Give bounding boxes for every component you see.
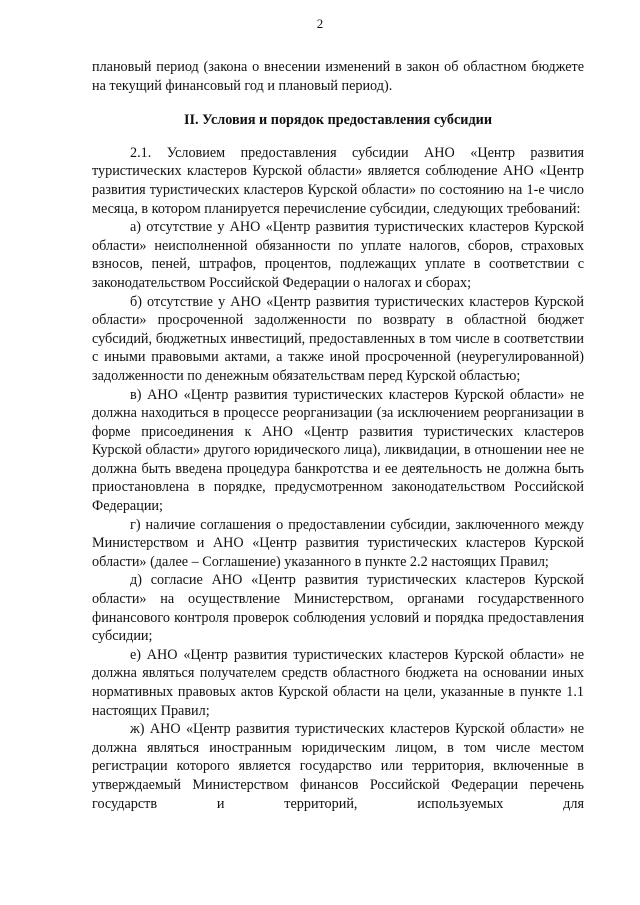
list-item-d: д) согласие АНО «Центр развития туристических кластеров Курской области» на осуществление Министерством, органами государственного финансового контроля проверок соблюдения условий и порядка предоставления субсидии; <box>92 572 584 645</box>
list-item-e: е) АНО «Центр развития туристических кластеров Курской области» не должна являться получателем средств областного бюджета на основании иных нормативных правовых актов Курской области на цели, указанные в пункте 1.1 настоящих Правил; <box>92 646 584 719</box>
page-number: 2 <box>316 16 324 31</box>
list-item-a: а) отсутствие у АНО «Центр развития туристических кластеров Курской области» неисполненной обязанности по уплате налогов, сборов, страховых взносов, пеней, штрафов, процентов, подлежащих уплате в соответствии с законодательством Российской Федерации о налогах и сборах; <box>92 219 584 291</box>
list-item-b: б) отсутствие у АНО «Центр развития туристических кластеров Курской области» просроченной задолженности по возврату в областной бюджет субсидий, бюджетных инвестиций, предоставленных в том числе в соответствии с иными правовыми актами, а также иной просроченной (неурегулированной) задолженности по денежным обязательствам перед Курской областью; <box>92 293 584 384</box>
document-body <box>92 58 584 813</box>
list-item-v: в) АНО «Центр развития туристических кластеров Курской области» не должна находиться в процессе реорганизации (за исключением реорганизации в форме присоединения к АНО «Центр развития туристических кластеров Курской области» другого юридического лица), ликвидации, в отношении нее не должна быть введена процедура банкротства и ее деятельность не должна быть приостановлена в порядке, предусмотренном законодательством Российской Федерации; <box>92 386 584 515</box>
paragraph-2-1: 2.1. Условием предоставления субсидии АНО «Центр развития туристических кластеров Курской области» является соблюдение АНО «Центр развития туристических кластеров Курской области» по состоянию на 1-е число месяца, в котором планируется перечисление субсидии, следующих требований: <box>92 144 584 217</box>
paragraph-intro: плановый период (закона о внесении изменений в закон об областном бюджете на текущий финансовый год и плановый период). <box>92 59 584 94</box>
list-item-g: г) наличие соглашения о предоставлении субсидии, заключенного между Министерством и АНО «Центр развития туристических кластеров Курской области» (далее – Соглашение) указанного в пункте 2.2 настоящих Правил; <box>92 516 584 570</box>
section-heading: II. Условия и порядок предоставления субсидии <box>183 112 492 129</box>
list-item-zh: ж) АНО «Центр развития туристических кластеров Курской области» не должна являться иностранным юридическим лицом, в том числе местом регистрации которого является государство или территория, включенные в утверждаемый Министерством финансов Российской Федерации перечень государств и территорий, используемых для <box>92 721 584 812</box>
